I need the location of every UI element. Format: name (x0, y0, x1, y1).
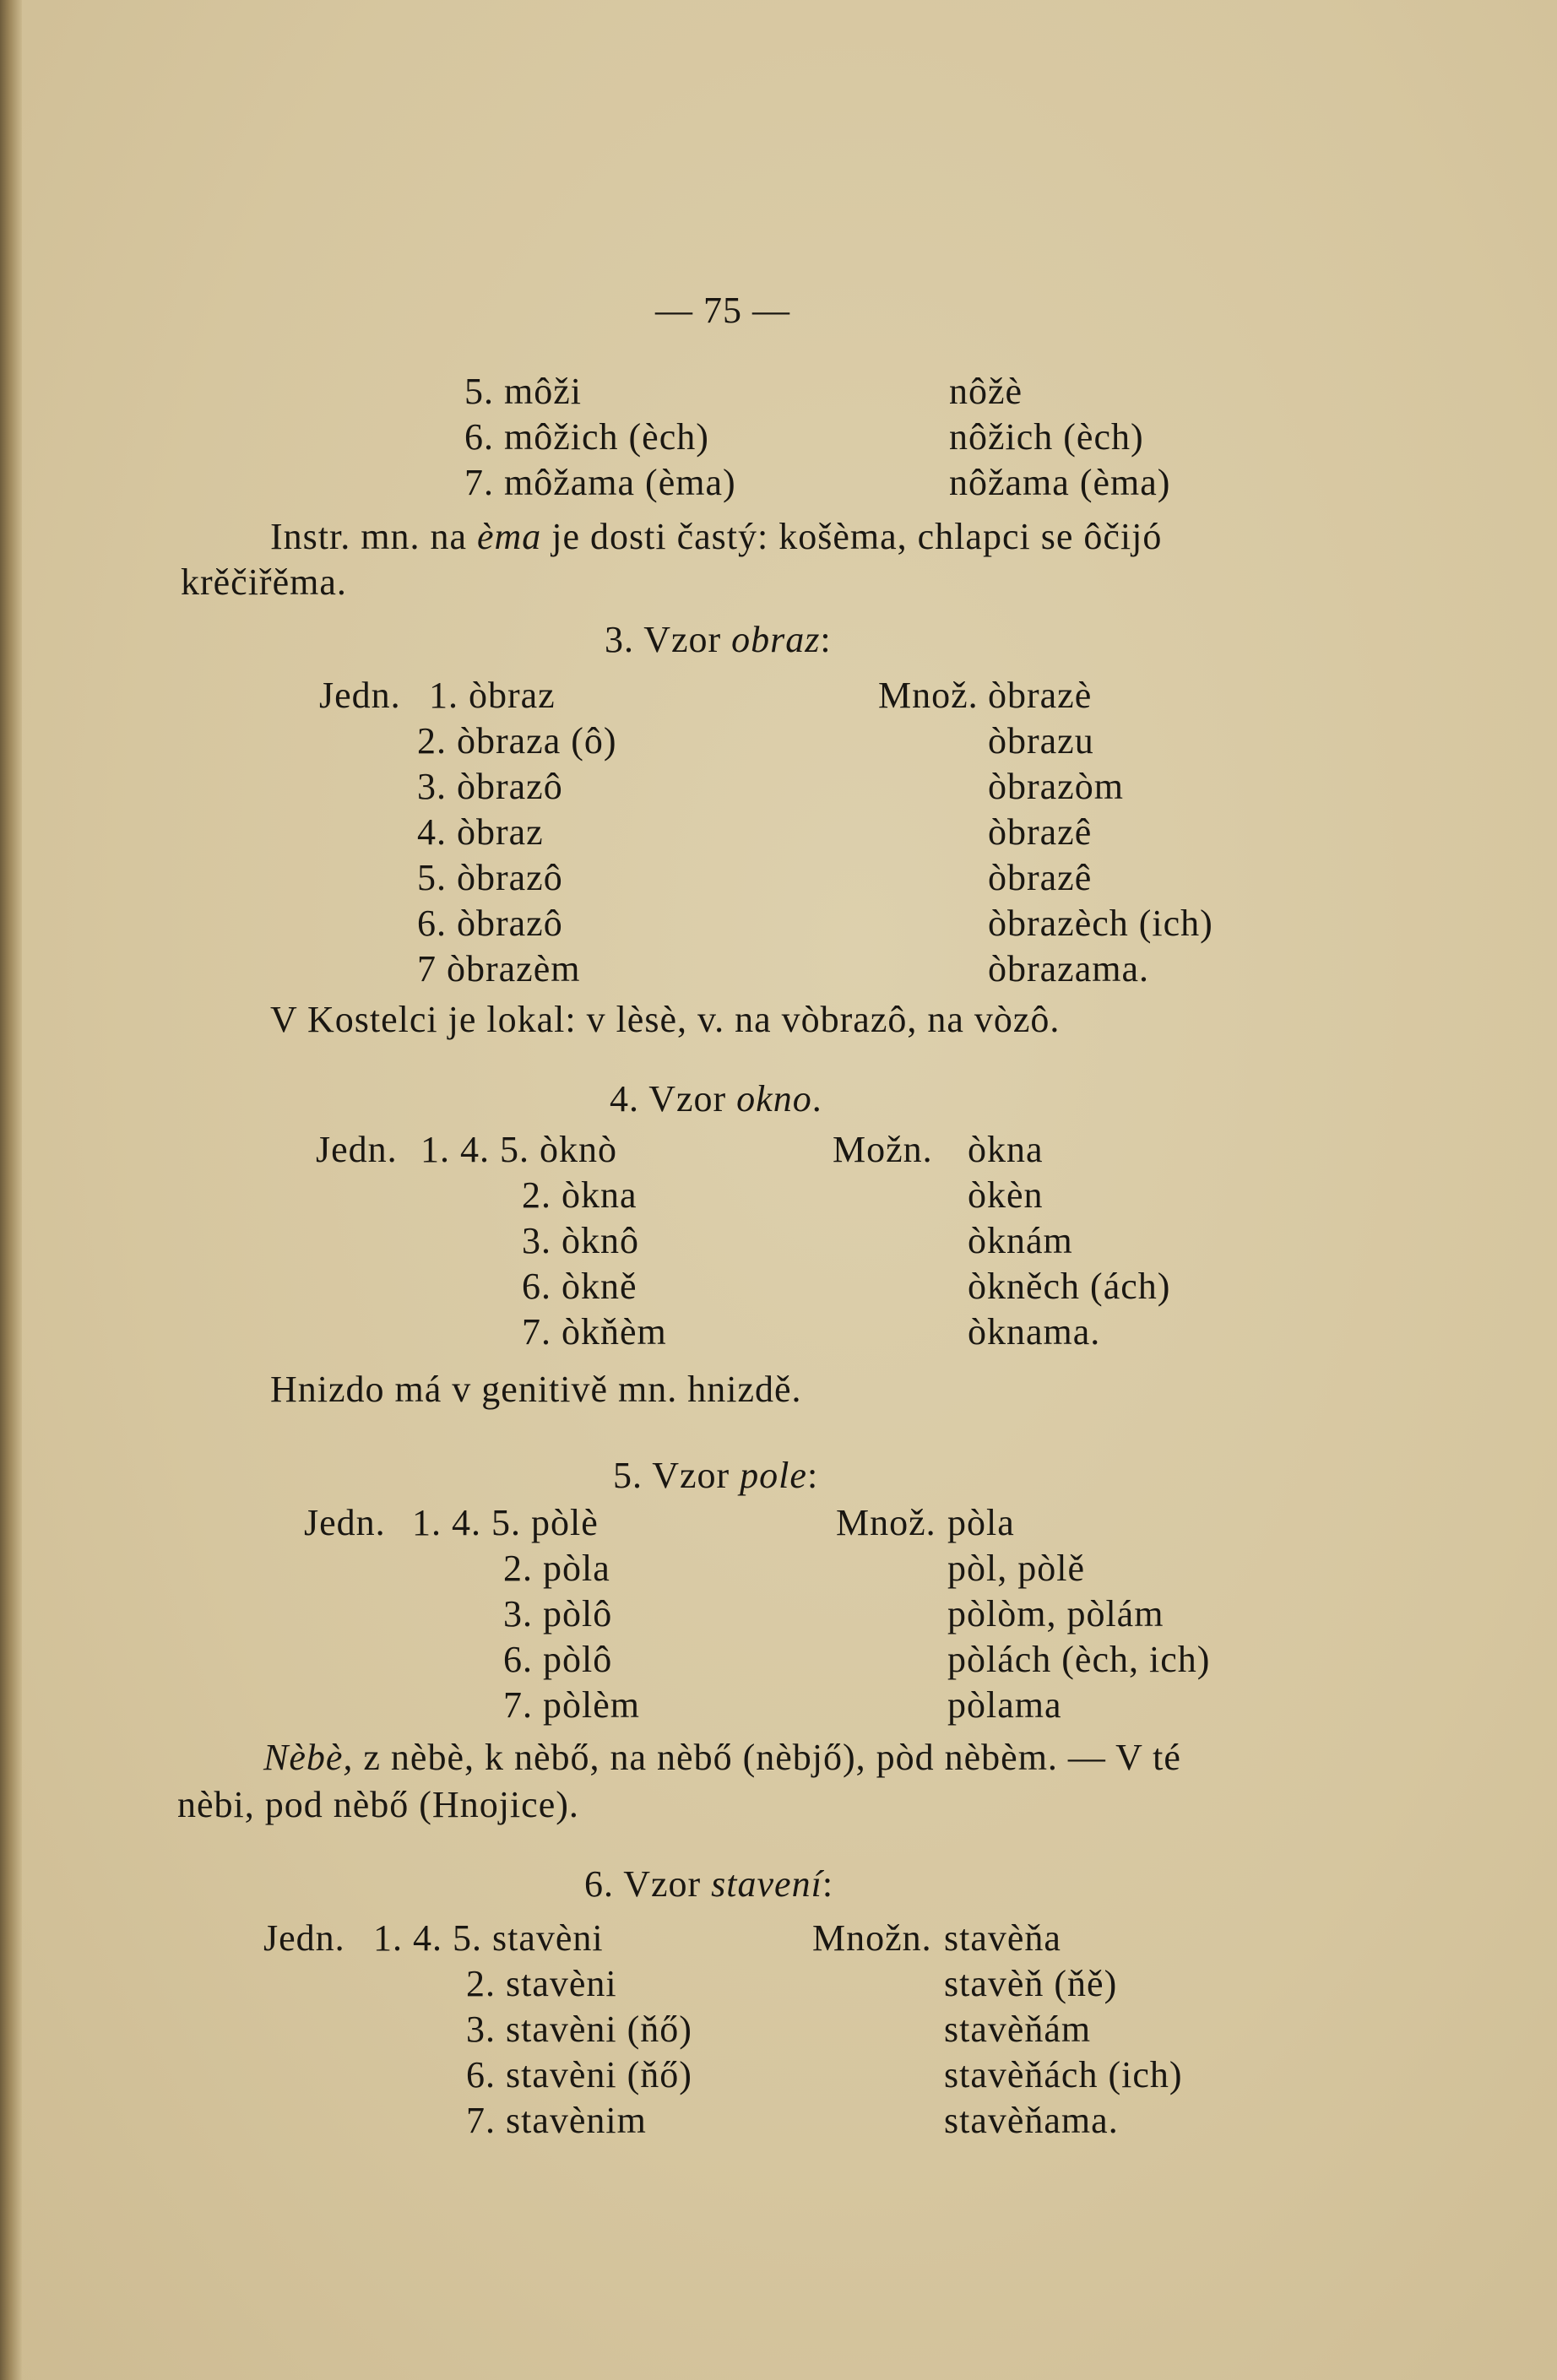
section5-note-line1 (263, 1736, 1181, 1779)
section5-row-right: pòl, pòlě (947, 1548, 1085, 1589)
section3-note: V Kostelci je lokal: v lèsè, v. na vòbrazô, na vòzô. (270, 999, 1061, 1040)
section-heading-italic: okno (736, 1078, 812, 1120)
top-row-left: 6. môžich (èch) (464, 416, 709, 458)
top-row-right: nôžich (èch) (949, 416, 1144, 458)
section5-row-right: pòlách (èch, ich) (947, 1639, 1211, 1680)
section-heading-text: : (820, 619, 832, 660)
section3-heading (605, 618, 832, 661)
section-heading-text: : (806, 1455, 819, 1496)
instr-note-line2: krěčiřěma. (181, 561, 347, 603)
section3-row-right: òbrazu (988, 720, 1094, 762)
section3-row-right: òbrazè (988, 675, 1093, 716)
section-heading-text: 5. Vzor (613, 1455, 730, 1496)
section5-row-left: 7. pòlèm (503, 1684, 640, 1726)
section6-row-right: stavèňách (ich) (944, 2054, 1183, 2095)
section3-row-left: 4. òbraz (417, 811, 544, 853)
section5-row-left: 3. pòlô (503, 1593, 613, 1635)
section3-row-left: 6. òbrazô (417, 903, 563, 944)
instr-note-line1 (270, 515, 1162, 558)
section5-row-right: pòla (947, 1502, 1015, 1543)
section6-row-left: 3. stavèni (ňő) (466, 2009, 692, 2050)
section4-row-left: 3. òknô (522, 1220, 639, 1261)
section5-row-right: pòlama (947, 1684, 1062, 1726)
section-heading-text: : (822, 1863, 834, 1905)
section3-row-left: 7 òbrazèm (417, 948, 581, 989)
section-heading-italic: stavení (711, 1863, 822, 1905)
section-heading-italic: pole (740, 1455, 807, 1496)
section3-row-right: òbrazê (988, 811, 1093, 853)
section6-right-label: Množn. (812, 1917, 932, 1959)
section4-row-right: òkna (968, 1129, 1044, 1170)
section6-left-label: Jedn. (263, 1917, 345, 1959)
section4-row-left: 2. òkna (522, 1174, 637, 1216)
section5-row-left: 6. pòlô (503, 1639, 613, 1680)
section5-row-right: pòlòm, pòlám (947, 1593, 1164, 1635)
section3-row-left: 2. òbraza (ô) (417, 720, 617, 762)
section3-row-right: òbrazama. (988, 948, 1149, 989)
section5-note-italic: Nèbè, (263, 1737, 354, 1778)
section3-row-right: òbrazèch (ich) (988, 903, 1213, 944)
page-spine-shadow (0, 0, 22, 2380)
section5-note-line2: nèbi, pod nèbő (Hnojice). (177, 1784, 579, 1825)
section-heading-text: 6. Vzor (584, 1863, 702, 1905)
section3-row-left: 5. òbrazô (417, 857, 563, 898)
section5-row-left: 2. pòla (503, 1548, 610, 1589)
section6-row-right: stavèň (ňě) (944, 1963, 1118, 2004)
section4-heading (610, 1077, 822, 1120)
section3-row-right: òbrazê (988, 857, 1093, 898)
section4-row-right: òknama. (968, 1311, 1101, 1353)
section3-left-label: Jedn. (319, 675, 401, 716)
section3-row-right: òbrazòm (988, 766, 1124, 807)
section4-row-left: 6. òkně (522, 1266, 637, 1307)
section6-heading (584, 1862, 833, 1906)
section6-row-left: 6. stavèni (ňő) (466, 2054, 692, 2095)
section4-left-label: Jedn. (316, 1129, 398, 1170)
section5-row-left: 1. 4. 5. pòlè (412, 1502, 599, 1543)
section5-right-label: Množ. (836, 1502, 936, 1543)
section-heading-text: 4. Vzor (610, 1078, 727, 1120)
section-heading-text: . (811, 1078, 822, 1120)
section6-row-right: stavèňama. (944, 2100, 1119, 2141)
section6-row-right: stavèňa (944, 1917, 1061, 1959)
section-heading-italic: obraz (731, 619, 821, 660)
section5-left-label: Jedn. (304, 1502, 386, 1543)
instr-note-text: je dosti častý: košèma, chlapci se ôčijó (551, 516, 1163, 557)
instr-note-text: Instr. mn. na (270, 516, 467, 557)
section3-right-label: Množ. (878, 675, 979, 716)
section4-row-left: 1. 4. 5. òknò (420, 1129, 617, 1170)
page-number: — 75 — (655, 290, 790, 331)
section6-row-left: 7. stavènim (466, 2100, 647, 2141)
top-row-left: 5. môži (464, 371, 582, 412)
section3-row-left: 1. òbraz (429, 675, 556, 716)
section4-right-label: Možn. (833, 1129, 933, 1170)
section4-note: Hnizdo má v genitivě mn. hnizdě. (270, 1369, 802, 1410)
section4-row-right: òknám (968, 1220, 1073, 1261)
top-row-left: 7. môžama (èma) (464, 462, 736, 503)
section4-row-right: òkněch (ách) (968, 1266, 1171, 1307)
section4-row-right: òkèn (968, 1174, 1044, 1216)
top-row-right: nôžè (949, 371, 1023, 412)
instr-note-italic: èma (476, 516, 542, 557)
section-heading-text: 3. Vzor (605, 619, 722, 660)
top-row-right: nôžama (èma) (949, 462, 1171, 503)
section4-row-left: 7. òkňèm (522, 1311, 667, 1353)
section6-row-left: 1. 4. 5. stavèni (373, 1917, 604, 1959)
section3-row-left: 3. òbrazô (417, 766, 563, 807)
section5-heading (613, 1454, 818, 1497)
section6-row-left: 2. stavèni (466, 1963, 617, 2004)
section5-note-text: z nèbè, k nèbő, na nèbő (nèbjő), pòd nèbèm. — V té (363, 1737, 1181, 1778)
section6-row-right: stavèňám (944, 2009, 1092, 2050)
